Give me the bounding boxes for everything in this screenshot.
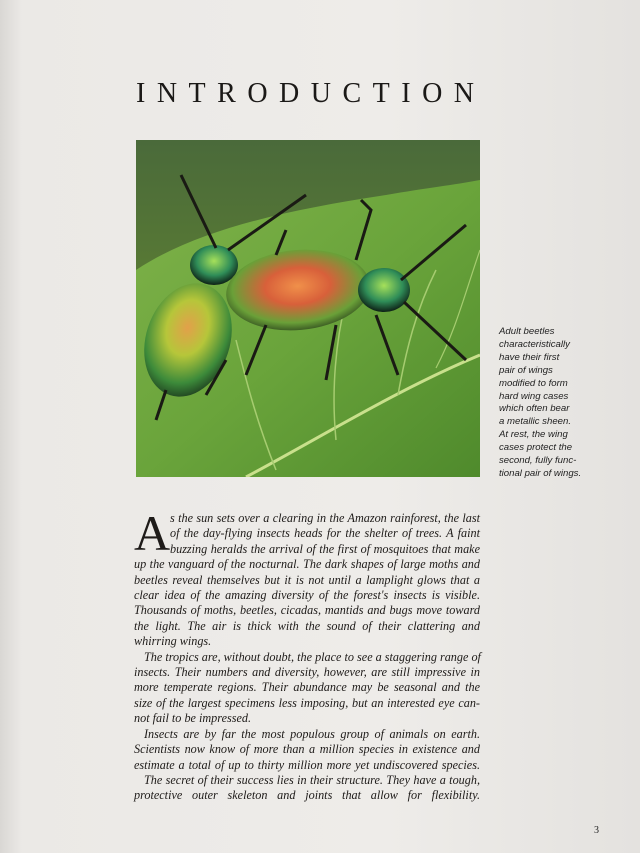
caption-line: pair of wings (499, 364, 553, 376)
body-line: estimate a total of up to thirty million more yet undiscovered species. (134, 757, 480, 772)
body-line: beetles reveal themselves but it is not until a lamplight glows that a (134, 572, 480, 587)
caption-line: a metallic sheen. (499, 416, 571, 428)
body-line: whirring wings. (134, 634, 212, 649)
body-line: The tropics are, without doubt, the place to see a staggering range of (144, 649, 481, 664)
caption-line: Adult beetles (499, 326, 555, 337)
caption-line: tional pair of wings. (499, 467, 582, 479)
caption-line: have their first (499, 351, 560, 363)
body-line: more temperate regions. Their abundance may be seasonal and the (134, 680, 480, 695)
body-line: The secret of their success lies in their structure. They have a tough, (144, 772, 480, 787)
caption-line: At rest, the wing (499, 429, 568, 441)
body-line: Scientists now know of more than a million species in existence and (134, 742, 480, 757)
body-line: clear idea of the amazing diversity of the forest's insects is visible. (134, 588, 480, 603)
body-line: the light. The air is thick with the sound of their clattering and (134, 618, 480, 633)
caption-line: cases protect the (499, 442, 573, 454)
beetles-photo (136, 140, 480, 477)
body-line: up the vanguard of the nocturnal. The dark shapes of large moths and (134, 557, 480, 572)
body-line: of the day-flying insects heads for the shelter of trees. A faint (170, 526, 480, 541)
body-line: size of the largest specimens less imposing, but an interested eye can- (134, 695, 480, 710)
body-line: Thousands of moths, beetles, cicadas, mantids and bugs move toward (134, 603, 480, 618)
page-number: 3 (594, 825, 599, 836)
body-text (134, 505, 481, 804)
photo-caption (499, 326, 603, 481)
body-line: buzzing heralds the arrival of the first of mosquitoes that make (170, 541, 480, 556)
body-line: not fail to be impressed. (134, 711, 252, 726)
body-line: insects. Their numbers and diversity, however, are still impressive in (134, 665, 480, 680)
page-title: INTRODUCTION (136, 78, 486, 109)
body-line: s the sun sets over a clearing in the Amazon rainforest, the last (170, 511, 480, 525)
caption-line: which often bear (499, 403, 570, 415)
caption-line: modified to form (499, 377, 568, 389)
body-line: Insects are by far the most populous group of animals on earth. (144, 726, 480, 741)
caption-line: characteristically (499, 338, 570, 350)
body-line: protective outer skeleton and joints that allow for flexibility. (134, 788, 480, 803)
caption-line: hard wing cases (499, 390, 569, 402)
drop-cap: A (134, 505, 171, 561)
caption-line: second, fully func- (499, 455, 577, 467)
